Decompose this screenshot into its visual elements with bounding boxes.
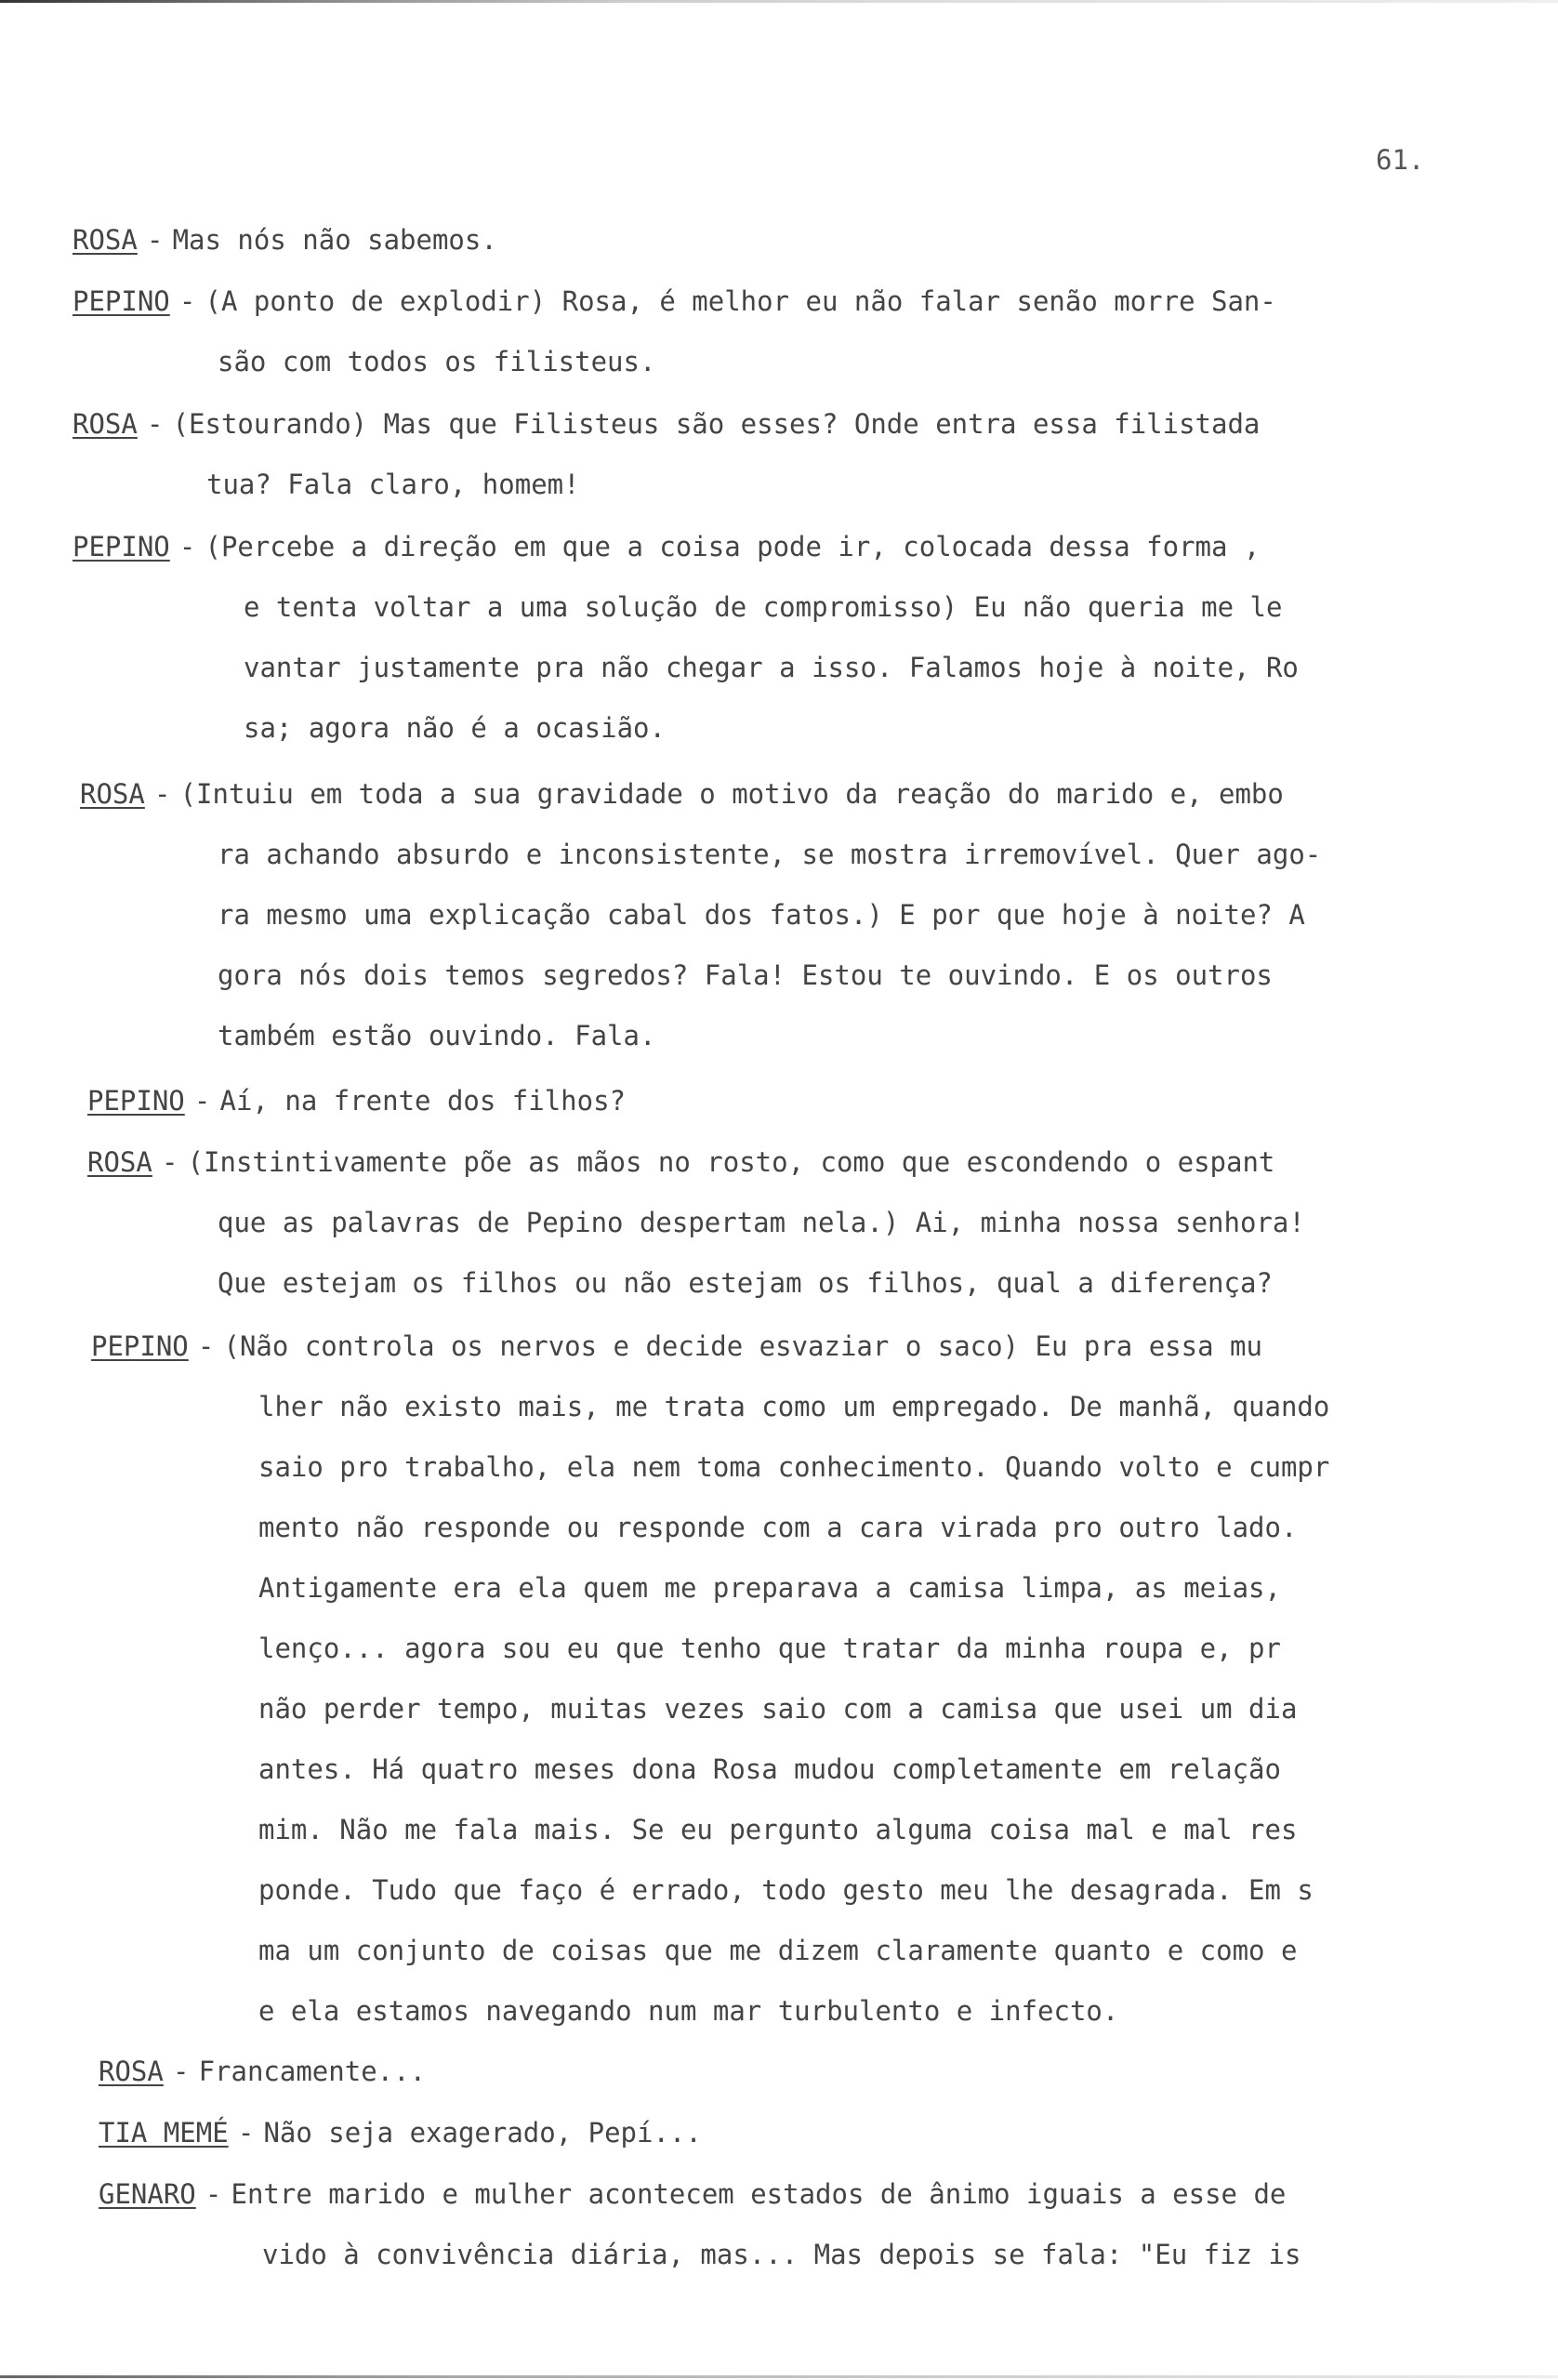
line — [73, 332, 1276, 392]
line-text: Não seja exagerado, Pepí... — [263, 2117, 702, 2149]
speech-rosa-1 — [73, 210, 497, 271]
speech-rosa-3 — [80, 764, 1321, 1066]
line: PEPINO - (A ponto de explodir) Rosa, é melhor eu não falar senão morre San- — [73, 285, 1276, 317]
speaker-name: GENARO — [99, 2178, 196, 2210]
scan-bottom-edge — [0, 2375, 1558, 2378]
line-text: lenço... agora sou eu que tenho que tratar da minha roupa e, pr — [258, 1633, 1281, 1664]
line-text: ra achando absurdo e inconsistente, se mostra irremovível. Quer ago- — [218, 839, 1322, 870]
line-text: sa; agora não é a ocasião. — [244, 712, 666, 744]
line-text: não perder tempo, muitas vezes saio com a camisa que usei um dia — [258, 1693, 1298, 1725]
line — [73, 698, 1299, 759]
speech-rosa-4 — [87, 1132, 1305, 1314]
line: ROSA - (Instintivamente põe as mãos no rosto, como que escondendo o espant — [87, 1146, 1275, 1178]
speaker-name: PEPINO — [91, 1330, 189, 1362]
speaker-name: PEPINO — [73, 285, 170, 317]
line-text: mim. Não me fala mais. Se eu pergunto alguma coisa mal e mal res — [258, 1814, 1298, 1845]
line: PEPINO - Aí, na frente dos filhos? — [87, 1085, 627, 1117]
line: TIA MEMÉ - Não seja exagerado, Pepí... — [99, 2117, 702, 2149]
line-text: vantar justamente pra não chegar a isso. Falamos hoje à noite, Ro — [244, 652, 1299, 683]
line-text: são com todos os filisteus. — [218, 346, 656, 377]
speech-pepino-3 — [87, 1071, 626, 1131]
line-text: (Estourando) Mas que Filisteus são esses? Onde entra essa filistada — [172, 408, 1261, 440]
line — [87, 1193, 1305, 1253]
line-text: e tenta voltar a uma solução de compromisso) Eu não queria me le — [244, 591, 1283, 623]
line-text: antes. Há quatro meses dona Rosa mudou completamente em relação — [258, 1753, 1281, 1785]
speech-rosa-2 — [73, 394, 1260, 515]
line-text: também estão ouvindo. Fala. — [218, 1020, 656, 1051]
speaker-name: TIA MEMÉ — [99, 2117, 229, 2149]
speech-genaro — [99, 2164, 1301, 2285]
line-text: ra mesmo uma explicação cabal dos fatos.) E por que hoje à noite? A — [218, 899, 1305, 931]
line-text: mento não responde ou responde com a cara virada pro outro lado. — [258, 1512, 1298, 1543]
speaker-name: ROSA — [99, 2056, 164, 2087]
line: ROSA - (Intuiu em toda a sua gravidade o motivo da reação do marido e, embo — [80, 778, 1284, 810]
line — [80, 885, 1321, 945]
speaker-name: PEPINO — [87, 1085, 185, 1117]
speaker-name: PEPINO — [73, 531, 170, 562]
line-text: ma um conjunto de coisas que me dizem claramente quanto e como e — [258, 1935, 1298, 1966]
line-text: (A ponto de explodir) Rosa, é melhor eu não falar senão morre San- — [205, 285, 1276, 317]
line — [91, 1981, 1329, 2042]
line-text: (Intuiu em toda a sua gravidade o motivo da reação do marido e, embo — [179, 778, 1284, 810]
line — [91, 1377, 1329, 1437]
line-text: Aí, na frente dos filhos? — [219, 1085, 627, 1117]
line-text: Francamente... — [198, 2056, 427, 2087]
speech-rosa-5 — [99, 2042, 426, 2102]
line — [73, 638, 1299, 698]
line — [80, 945, 1321, 1006]
line-text: vido à convivência diária, mas... Mas depois se fala: "Eu fiz is — [262, 2239, 1301, 2270]
line — [80, 1006, 1321, 1066]
speaker-name: ROSA — [87, 1146, 152, 1178]
page-number: 61. — [1376, 144, 1425, 176]
line — [91, 1498, 1329, 1558]
line: ROSA - Francamente... — [99, 2056, 427, 2087]
line-text: (Instintivamente põe as mãos no rosto, como que escondendo o espant — [187, 1146, 1275, 1178]
line: GENARO - Entre marido e mulher acontecem estados de ânimo iguais a esse de — [99, 2178, 1287, 2210]
line-text: saio pro trabalho, ela nem toma conhecimento. Quando volto e cumpr — [258, 1451, 1330, 1483]
speech-tia-meme — [99, 2103, 702, 2163]
line — [73, 455, 1260, 515]
line — [91, 1739, 1329, 1800]
line-text: (Não controla os nervos e decide esvaziar o saco) Eu pra essa mu — [223, 1330, 1262, 1362]
line — [91, 1679, 1329, 1739]
speech-pepino-2 — [73, 517, 1299, 759]
line-text: tua? Fala claro, homem! — [206, 469, 580, 500]
line-text: ponde. Tudo que faço é errado, todo gesto meu lhe desagrada. Em s — [258, 1874, 1314, 1906]
speaker-name: ROSA — [73, 224, 138, 256]
line-text: que as palavras de Pepino despertam nela.) Ai, minha nossa senhora! — [218, 1207, 1305, 1238]
speech-pepino-1 — [73, 271, 1276, 392]
line-text: Mas nós não sabemos. — [172, 224, 497, 256]
line — [91, 1619, 1329, 1679]
line: PEPINO - (Não controla os nervos e decide esvaziar o saco) Eu pra essa mu — [91, 1330, 1262, 1362]
line-text: Antigamente era ela quem me preparava a camisa limpa, as meias, — [258, 1572, 1281, 1604]
line-text: e ela estamos navegando num mar turbulento e infecto. — [258, 1995, 1119, 2027]
line — [80, 825, 1321, 885]
line-text: (Percebe a direção em que a coisa pode ir, colocada dessa forma , — [205, 531, 1261, 562]
line — [99, 2225, 1301, 2285]
speaker-name: ROSA — [73, 408, 138, 440]
speech-pepino-4 — [91, 1316, 1329, 2042]
line — [91, 1800, 1329, 1860]
line — [91, 1437, 1329, 1498]
line-text: lher não existo mais, me trata como um empregado. De manhã, quando — [258, 1391, 1330, 1422]
line — [91, 1860, 1329, 1921]
line — [73, 577, 1299, 638]
line — [91, 1558, 1329, 1619]
line — [87, 1253, 1305, 1314]
line: ROSA - (Estourando) Mas que Filisteus são esses? Onde entra essa filistada — [73, 408, 1261, 440]
line — [91, 1921, 1329, 1981]
line-text: Que estejam os filhos ou não estejam os filhos, qual a diferença? — [218, 1267, 1273, 1299]
line: ROSA - Mas nós não sabemos. — [73, 224, 497, 256]
speaker-name: ROSA — [80, 778, 145, 810]
line-text: gora nós dois temos segredos? Fala! Estou te ouvindo. E os outros — [218, 959, 1273, 991]
line-text: Entre marido e mulher acontecem estados de ânimo iguais a esse de — [231, 2178, 1287, 2210]
line: PEPINO - (Percebe a direção em que a coisa pode ir, colocada dessa forma , — [73, 531, 1261, 562]
